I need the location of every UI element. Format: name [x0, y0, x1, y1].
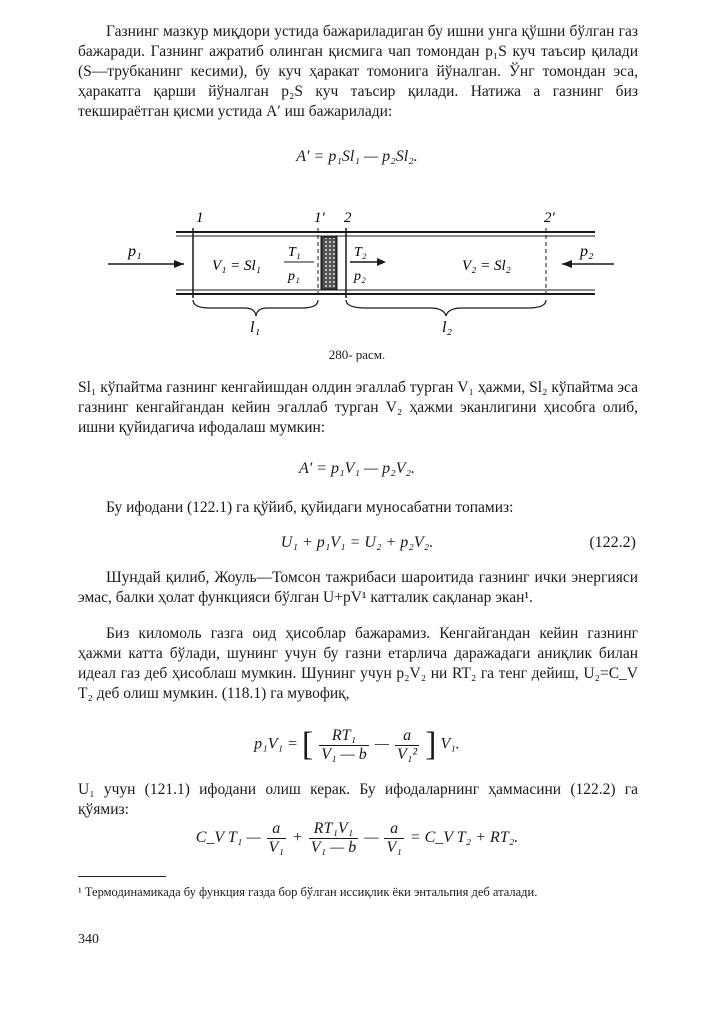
label-section-1: 1	[196, 210, 204, 226]
paragraph-3	[78, 498, 638, 518]
left-bracket: [	[301, 726, 314, 763]
f5-minus: —	[364, 829, 379, 847]
f5-rhs: = C_V T₂ + RT₂.	[409, 829, 519, 847]
footnote: ¹ Термодинамикада бу функция газда бор бўлган иссиқлик ёки энтальпия деб аталади.	[78, 885, 538, 899]
f4-rhs: V₁.	[440, 735, 460, 753]
formula-work-sl: A′ = p₁Sl₁ — p₂Sl₂.	[296, 148, 418, 165]
label-p1-inside: p₁	[288, 269, 300, 284]
paragraph-4	[78, 568, 638, 608]
label-section-2: 2	[344, 210, 352, 226]
label-p2-inside: p₂	[354, 269, 366, 284]
f4-num2: a	[395, 727, 419, 746]
f5-num3: a	[384, 820, 403, 839]
f5-num2: RT₁V₁	[309, 820, 359, 839]
label-v2: V₂ = Sl₂	[462, 258, 511, 274]
paragraph-6	[78, 780, 638, 820]
fraction-a-v2	[395, 727, 419, 764]
f5-den1: V₁	[268, 839, 284, 856]
fraction-a-v1-second	[384, 820, 403, 857]
formula-work-pv: A′ = p₁V₁ — p₂V₂.	[298, 460, 416, 477]
label-section-2p: 2′	[544, 210, 555, 226]
formula-enthalpy-balance	[0, 534, 714, 552]
paragraph-5	[78, 624, 638, 704]
paragraph-4-text: Шундай қилиб, Жоуль—Томсон тажрибаси шароитида газнинг ички энергияси эмас, балки ҳолат функцияси бўлган U+pV¹ катталик сақланар экан¹.	[78, 569, 638, 606]
figure-280	[100, 200, 620, 340]
f4-den1: V₁ — b	[321, 745, 367, 763]
label-p1-arrow: p₁	[128, 243, 142, 260]
paragraph-1	[78, 22, 638, 122]
right-bracket: ]	[425, 726, 437, 763]
figure-caption: 280- расм.	[328, 347, 386, 362]
footnote-divider	[78, 876, 166, 877]
label-l1: l₁	[250, 319, 261, 336]
label-p2-arrow: p₂	[580, 243, 594, 260]
label-v1: V₁ = Sl₁	[212, 258, 261, 274]
page-number: 340	[78, 932, 99, 947]
f4-num1: RT₁	[319, 727, 369, 746]
fraction-a-v1-first	[267, 820, 286, 857]
fraction-rt1v1	[309, 820, 359, 857]
label-l2: l₂	[442, 319, 453, 336]
f4-den2: V₁²	[397, 745, 418, 763]
brace-l2	[346, 300, 546, 316]
formula-final	[0, 820, 714, 857]
fraction-rt1	[319, 727, 369, 764]
f4-lhs: p₁V₁ =	[254, 735, 298, 753]
paragraph-6-text: U₁ учун (121.1) ифодани олиш керак. Бу ифодаларнинг ҳаммасини (122.2) га қўямиз:	[78, 781, 638, 818]
f5-den2: V₁ — b	[310, 839, 357, 856]
label-section-1p: 1′	[314, 210, 325, 226]
formula-122-2: U₁ + p₁V₁ = U₂ + p₂V₂.	[280, 534, 434, 551]
paragraph-1-text: Газнинг мазкур миқдори устида бажариладиган бу ишни унга қўшни бўлган газ бажаради. Газнинг ажратиб олинган қисмига чап томондан p₁S куч таъсир қилади (S—трубканинг кесими), бу куч ҳаракат томонига йўналган. Ўнг томондан эса, ҳаракатга қарши йўналган p₂S куч таъсир қилади. Натижа а газнинг биз текшираётган қисми устида A′ иш бажарилади:	[78, 23, 638, 120]
paragraph-5-text: Биз киломоль газга оид ҳисоблар бажарамиз. Кенгайгандан кейин газнинг ҳажми катта бўлади, шунинг учун бу газни етарлича даражадаги аниқлик билан идеал газ деб ҳисоблаш мумкин. Шунинг учун p₂V₂ ни RT₂ га тенг дейиш, U₂=C_V T₂ деб олиш мумкин. (118.1) га мувофиқ,	[78, 625, 638, 702]
label-t2: T₂	[354, 245, 367, 260]
paragraph-2-text: Sl₁ кўпайтма газнинг кенгайишдан олдин эгаллаб турган V₁ ҳажми, Sl₂ кўпайтма эса газнинг кенгайгандан кейин эгаллаб турган V₂ ҳажми эканлигини ҳисобга олиб, ишни қуйидагича ифодалаш мумкин:	[78, 379, 638, 436]
f5-a: C_V T₁ —	[195, 829, 261, 847]
f4-minus: —	[374, 735, 389, 753]
f5-den3: V₁	[386, 839, 402, 856]
paragraph-3-text: Бу ифодани (122.1) га қўйиб, қуйидаги муносабатни топамиз:	[106, 499, 514, 516]
f5-num1: a	[267, 820, 286, 839]
label-t1: T₁	[288, 245, 301, 260]
formula-p1v1	[0, 726, 714, 764]
brace-l1	[193, 300, 318, 316]
paragraph-2	[78, 378, 638, 438]
f5-plus: +	[291, 829, 303, 847]
equation-number-122-2: (122.2)	[589, 534, 636, 551]
